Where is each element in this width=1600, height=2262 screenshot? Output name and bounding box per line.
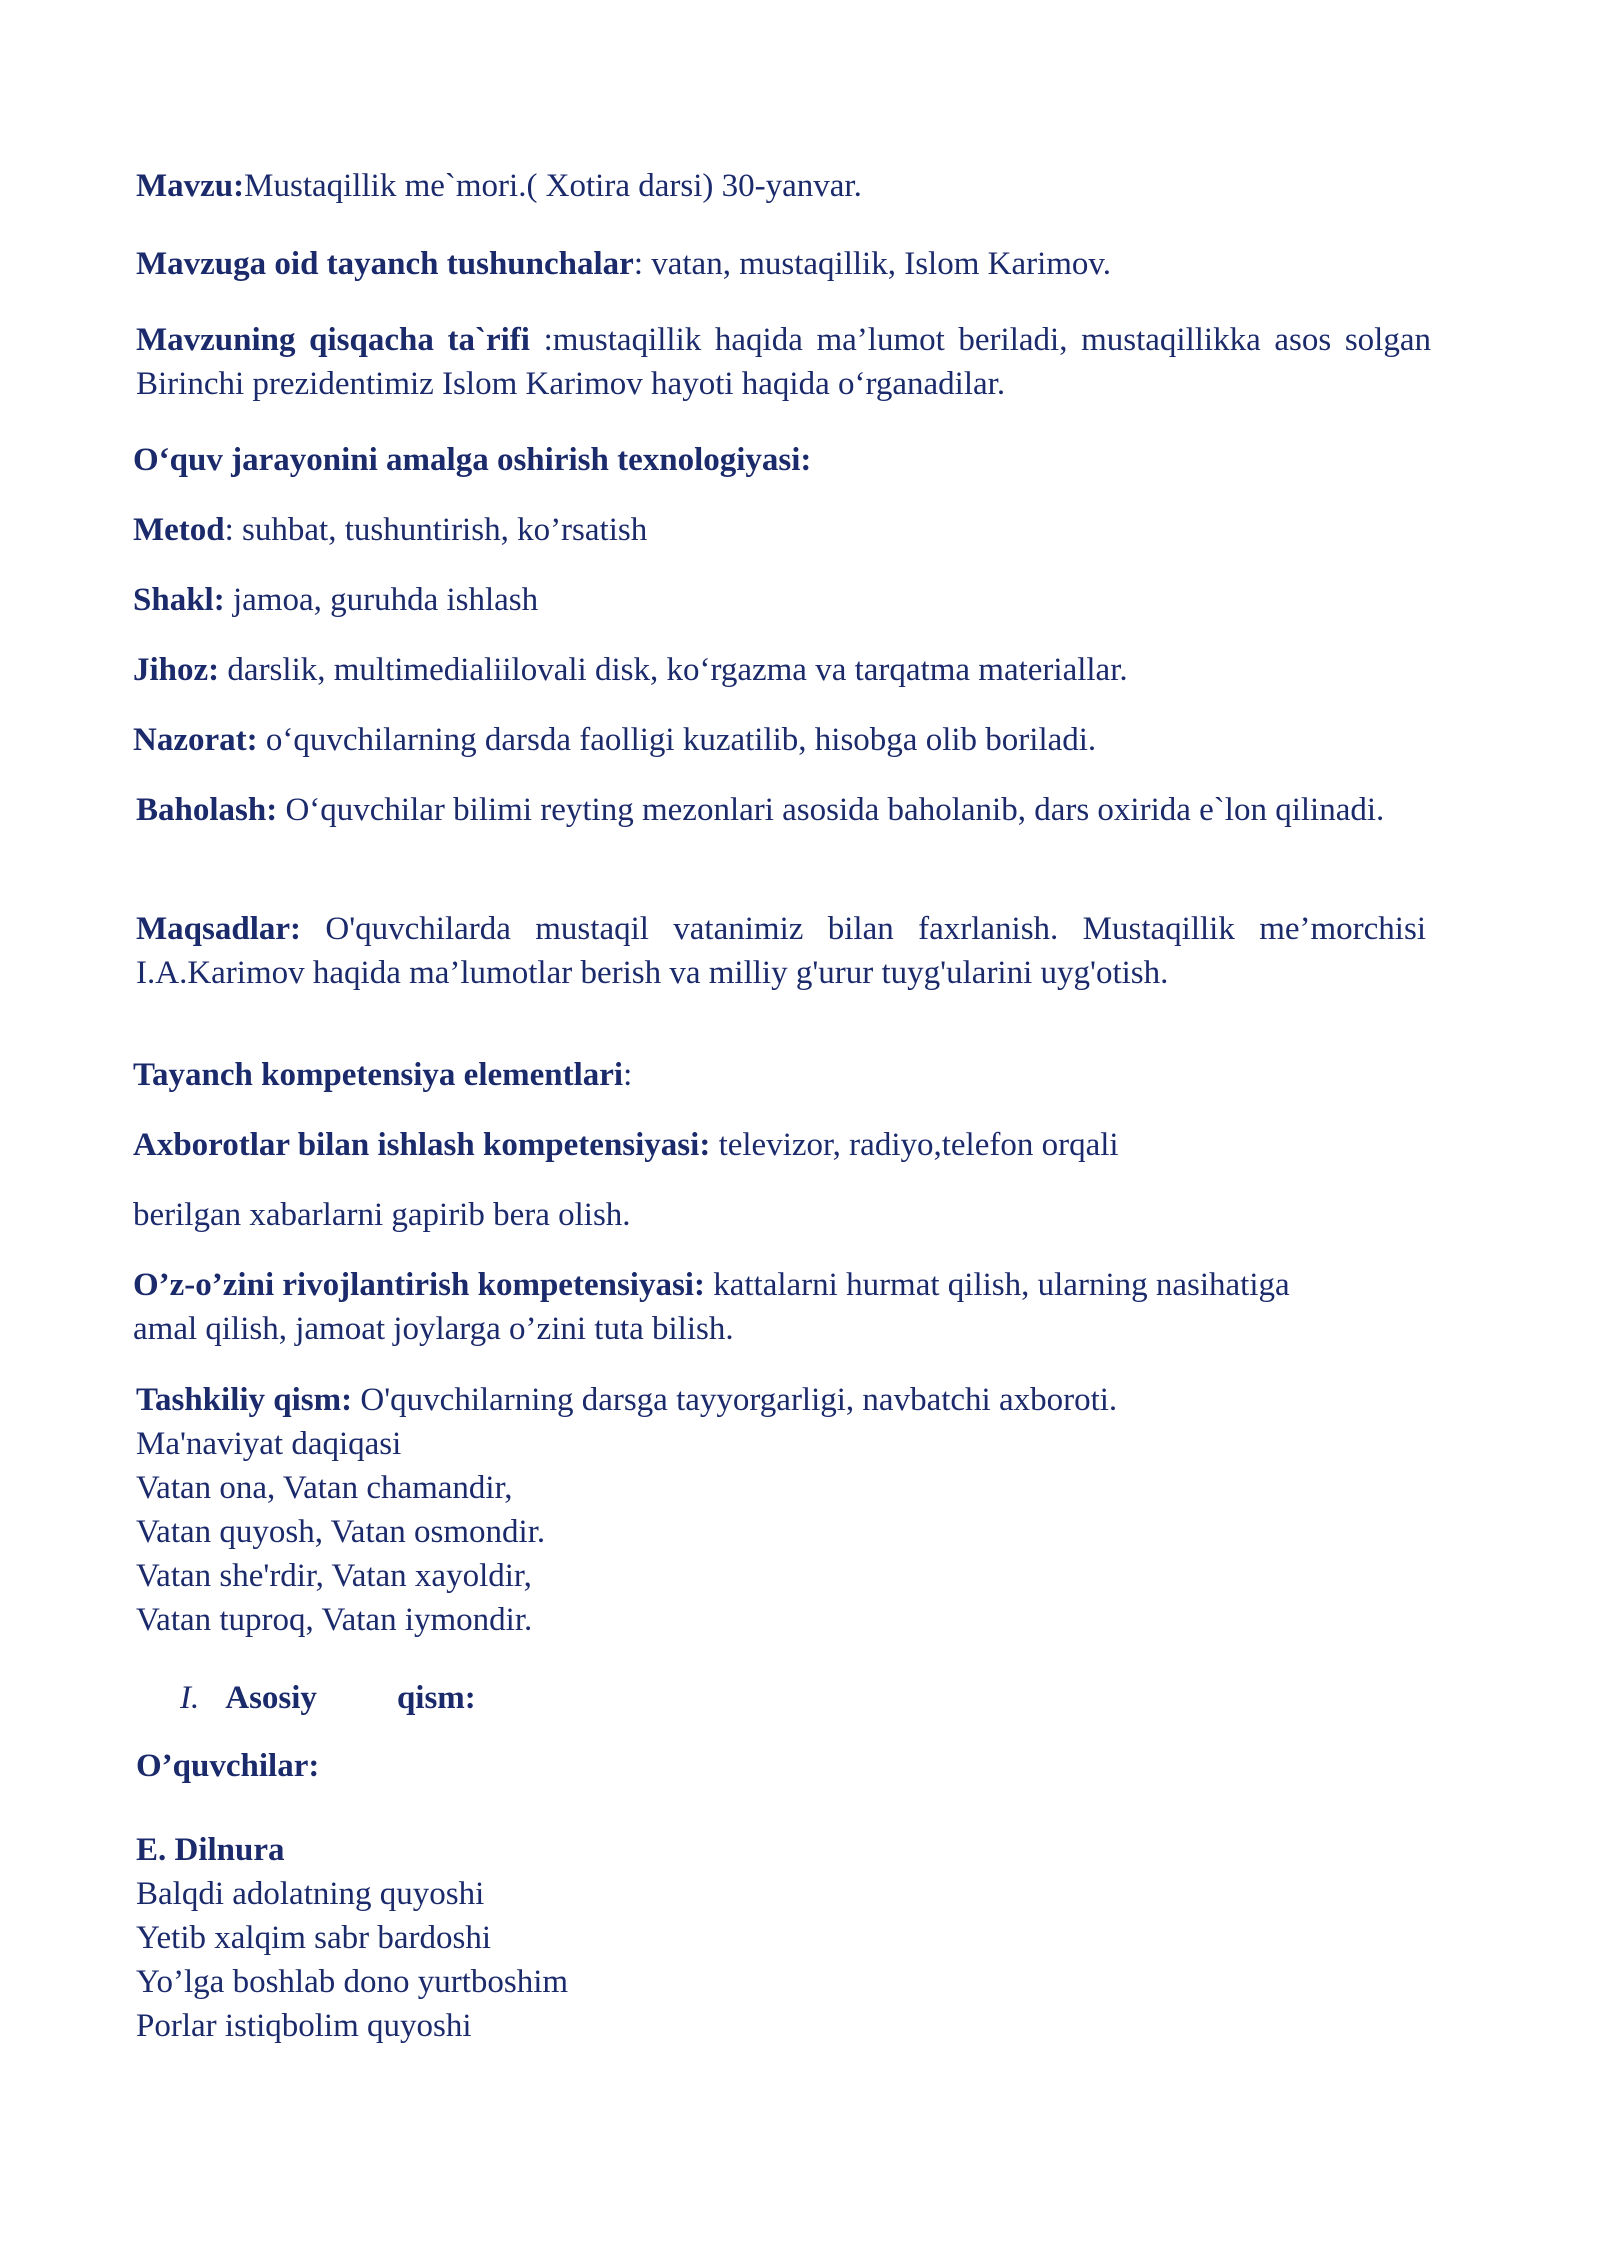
poem-line: Vatan she'rdir, Vatan xayoldir, — [136, 1558, 532, 1594]
maqsadlar-paragraph — [136, 907, 1426, 995]
nazorat-paragraph — [133, 718, 1493, 762]
metod-label: Metod — [133, 512, 225, 548]
asosiy-qism-heading — [180, 1676, 476, 1720]
poem-line: Vatan quyosh, Vatan osmondir. — [136, 1514, 546, 1550]
tashkiliy-label: Tashkiliy qism: — [136, 1382, 353, 1418]
qism-word: qism: — [396, 1680, 476, 1716]
mavzu-text: Mustaqillik me`mori.( Xotira darsi) 30-yanvar. — [244, 168, 862, 204]
shakl-paragraph — [133, 578, 1493, 622]
metod-text: : suhbat, tushuntirish, ko’rsatish — [224, 512, 648, 548]
qisqacha-tarifi-text: :mustaqillik haqida ma’lumot beriladi, mustaqillikka asos solgan Birinchi prezidentimiz Islom Karimov hayoti haqida o‘rganadilar. — [136, 322, 1431, 402]
poem-line: Porlar istiqbolim quyoshi — [136, 2008, 472, 2044]
texnologiya-label: O‘quv jarayonini amalga oshirish texnologiyasi: — [133, 442, 812, 478]
jihoz-text: darslik, multimedialiilovali disk, ko‘rgazma va tarqatma materiallar. — [219, 652, 1128, 688]
qisqacha-tarifi-label: Mavzuning qisqacha ta`rifi — [136, 322, 530, 358]
poem-line: Balqdi adolatning quyoshi — [136, 1876, 485, 1912]
tayanch-tushunchalar-text: : vatan, mustaqillik, Islom Karimov. — [633, 246, 1112, 282]
kompetensiya-heading — [133, 1053, 1493, 1097]
jihoz-paragraph — [133, 648, 1493, 692]
qisqacha-tarifi-paragraph — [136, 318, 1431, 406]
mavzu-label: Mavzu: — [136, 168, 245, 204]
tashkiliy-block — [136, 1378, 1496, 1642]
rivojlantirish-paragraph — [133, 1263, 1313, 1351]
asosiy-word: Asosiy — [225, 1680, 317, 1716]
shakl-text: jamoa, guruhda ishlash — [224, 582, 539, 618]
tashkiliy-text: O'quvchilarning darsga tayyorgarligi, navbatchi axboroti. — [352, 1382, 1118, 1418]
texnologiya-heading — [133, 438, 1493, 482]
oquvchilar-label: O’quvchilar: — [136, 1748, 320, 1784]
rivojlantirish-label: O’z-o’zini rivojlantirish kompetensiyasi: — [133, 1267, 705, 1303]
poem-line: Vatan tuproq, Vatan iymondir. — [136, 1602, 533, 1638]
axborot-paragraph — [133, 1123, 1493, 1167]
tayanch-tushunchalar-paragraph — [136, 242, 1496, 286]
kompetensiya-label: Tayanch kompetensiya elementlari — [133, 1057, 624, 1093]
axborot-text: televizor, radiyo,telefon orqali — [710, 1127, 1119, 1163]
tashkiliy-line — [136, 1378, 1496, 1422]
poem-line: Vatan ona, Vatan chamandir, — [136, 1470, 513, 1506]
nazorat-label: Nazorat: — [133, 722, 258, 758]
poem-line: Yetib xalqim sabr bardoshi — [136, 1920, 492, 1956]
axborot-label: Axborotlar bilan ishlash kompetensiyasi: — [133, 1127, 711, 1163]
baholash-label: Baholash: — [136, 792, 278, 828]
metod-paragraph — [133, 508, 1493, 552]
oquvchilar-heading — [136, 1744, 1496, 1788]
maqsadlar-text: O'quvchilarda mustaqil vatanimiz bilan faxrlanish. Mustaqillik me’morchisi I.A.Karimov haqida ma’lumotlar berish va milliy g'urur tuyg'ularini uyg'otish. — [136, 911, 1426, 991]
shakl-label: Shakl: — [133, 582, 225, 618]
tayanch-tushunchalar-label: Mavzuga oid tayanch tushunchalar — [136, 246, 634, 282]
axborot-continuation — [133, 1193, 1493, 1237]
mavzu-paragraph — [136, 164, 1496, 208]
axborot-continuation-text: berilgan xabarlarni gapirib bera olish. — [133, 1197, 631, 1233]
student-name: E. Dilnura — [136, 1832, 285, 1868]
baholash-text: O‘quvchilar bilimi reyting mezonlari asosida baholanib, dars oxirida e`lon qilinadi. — [277, 792, 1385, 828]
maqsadlar-label: Maqsadlar: — [136, 911, 301, 947]
poem-line: Yo’lga boshlab dono yurtboshim — [136, 1964, 569, 2000]
nazorat-text: o‘quvchilarning darsda faolligi kuzatilib, hisobga olib boriladi. — [257, 722, 1097, 758]
baholash-paragraph — [136, 788, 1431, 832]
poem-line: Ma'naviyat daqiqasi — [136, 1426, 402, 1462]
kompetensiya-colon: : — [623, 1057, 633, 1093]
roman-numeral: I. — [180, 1680, 200, 1716]
jihoz-label: Jihoz: — [133, 652, 220, 688]
rivojlantirish-text: kattalarni hurmat qilish, ularning nasihatiga amal qilish, jamoat joylarga o’zini tuta bilish. — [133, 1267, 1290, 1347]
dilnura-block — [136, 1828, 1496, 2048]
